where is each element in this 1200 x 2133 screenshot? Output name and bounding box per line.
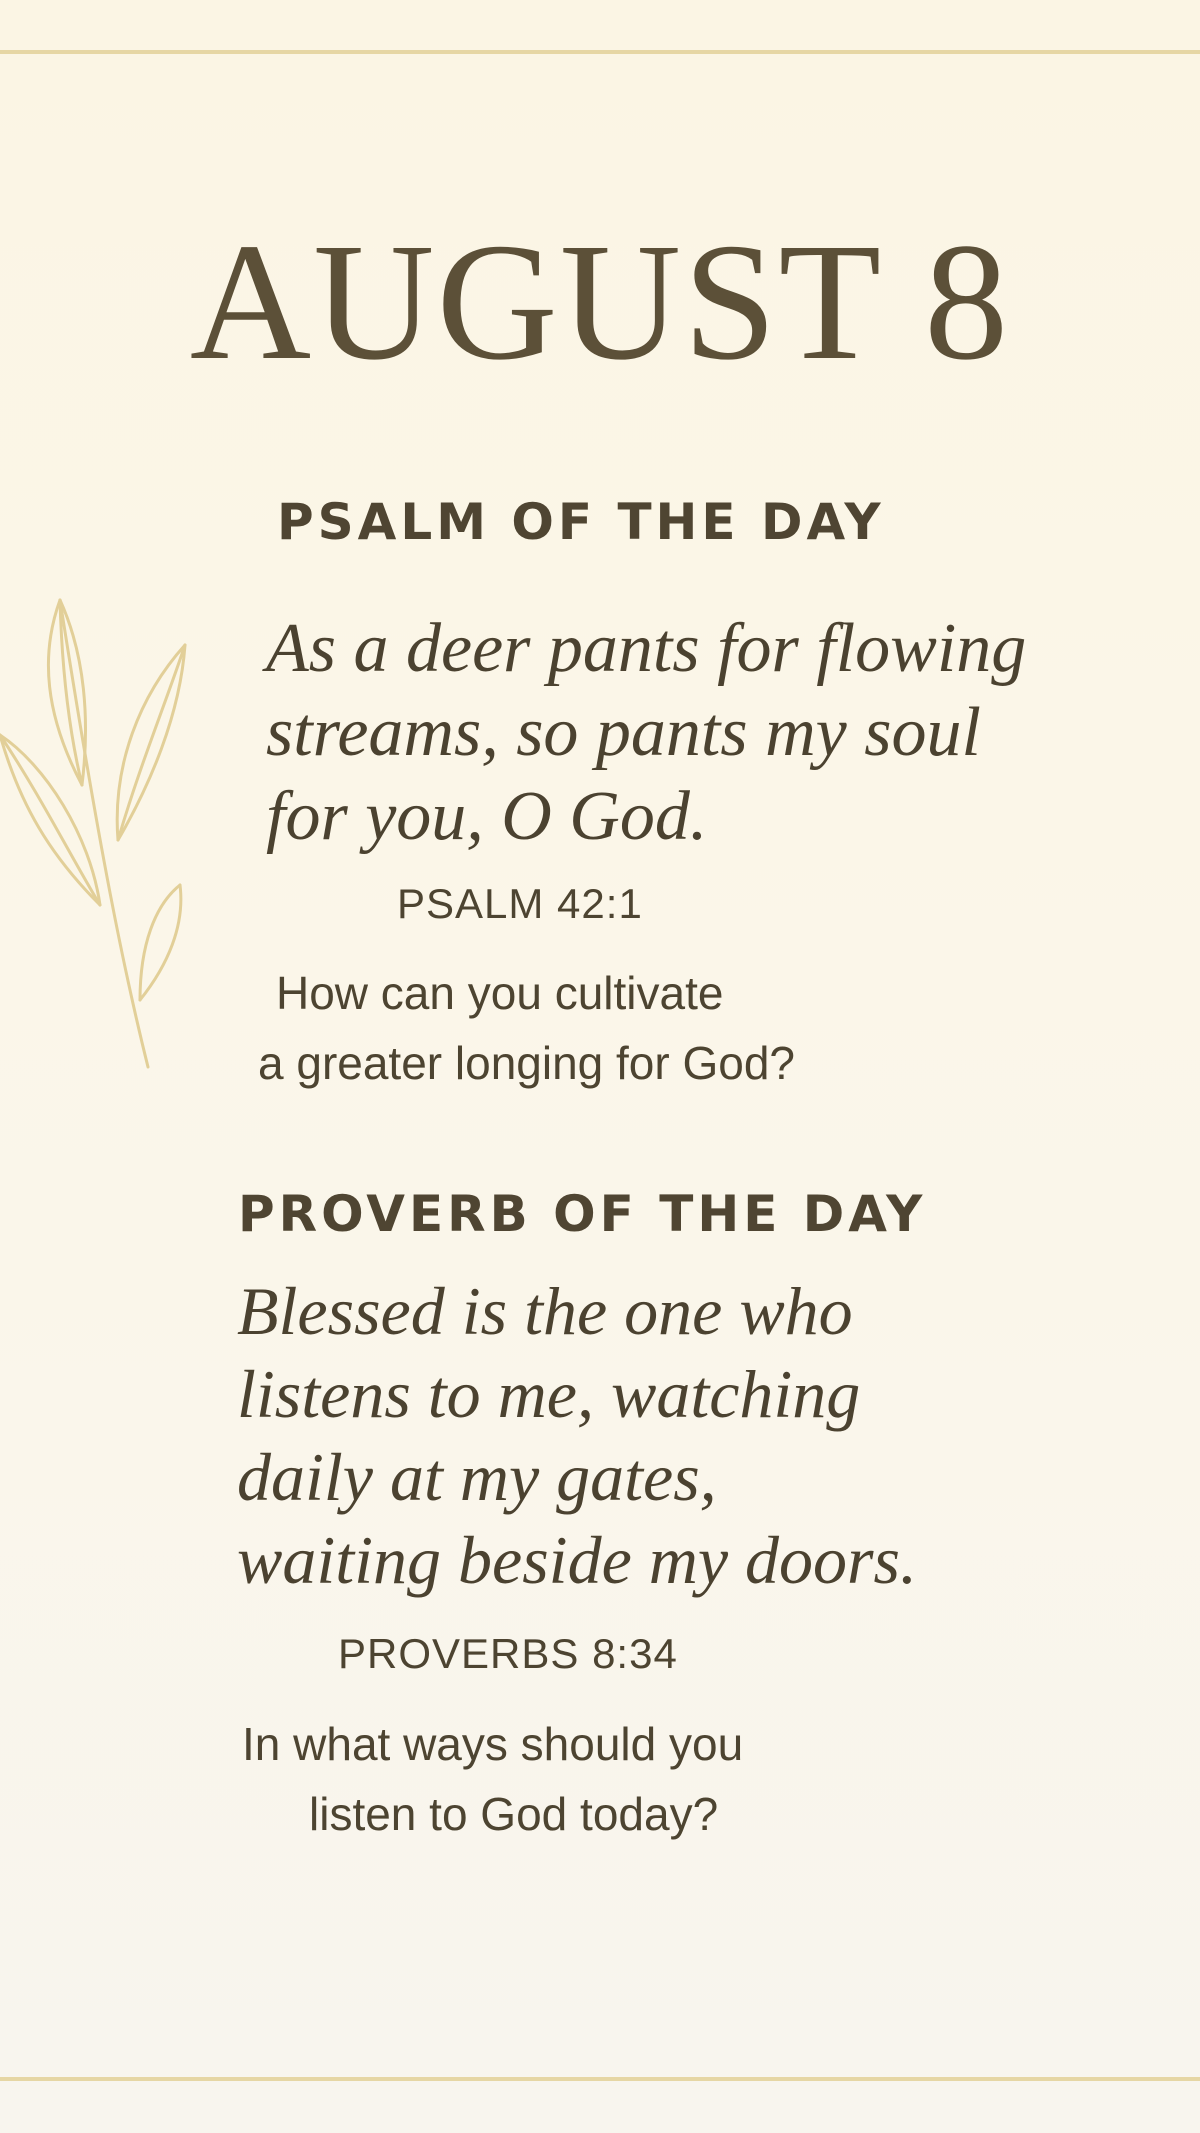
psalm-verse-line: streams, so pants my soul	[266, 694, 981, 771]
proverb-verse-line: listens to me, watching	[237, 1356, 861, 1432]
proverb-question-line: listen to God today?	[309, 1788, 719, 1840]
proverb-reflection-question	[242, 1709, 743, 1849]
psalm-verse-line: for you, O God.	[266, 778, 708, 855]
psalm-verse	[266, 607, 1026, 859]
psalm-heading: PSALM OF THE DAY	[277, 493, 885, 551]
psalm-question-line: How can you cultivate	[276, 967, 724, 1019]
proverb-question-line: In what ways should you	[242, 1718, 744, 1770]
psalm-verse-line: As a deer pants for flowing	[266, 610, 1027, 687]
psalm-question-line: a greater longing for God?	[258, 1037, 796, 1089]
proverb-verse-line: daily at my gates,	[237, 1439, 717, 1515]
proverb-verse-line: waiting beside my doors.	[237, 1522, 917, 1598]
leaf-branch-icon	[0, 595, 200, 1075]
top-divider	[0, 50, 1200, 54]
proverb-verse-line: Blessed is the one who	[237, 1273, 853, 1349]
proverb-verse	[237, 1270, 917, 1602]
page-date: AUGUST 8	[189, 209, 1011, 395]
psalm-reference: PSALM 42:1	[397, 880, 643, 927]
bottom-divider	[0, 2077, 1200, 2081]
psalm-reflection-question	[258, 958, 795, 1098]
proverb-heading: PROVERB OF THE DAY	[238, 1185, 927, 1243]
proverb-reference: PROVERBS 8:34	[338, 1630, 678, 1677]
